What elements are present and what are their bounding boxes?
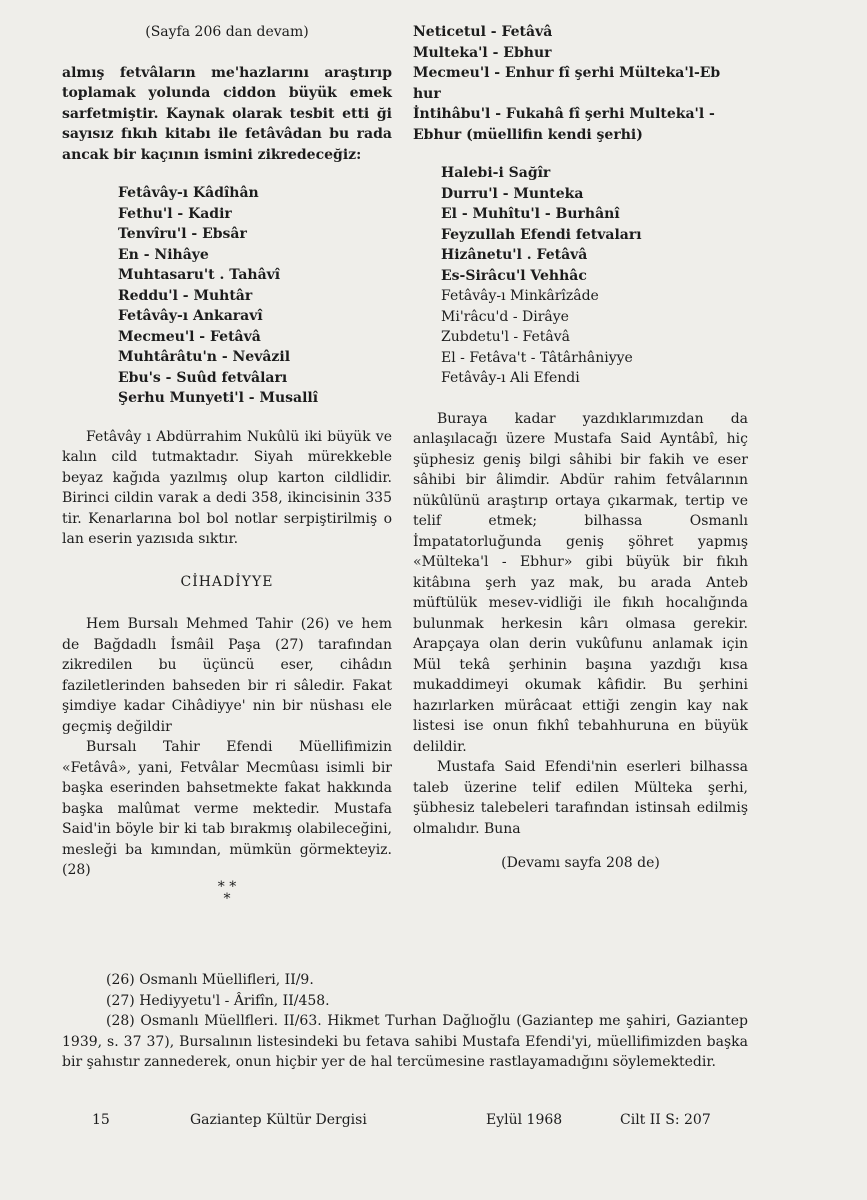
list-item: Multeka'l - Ebhur: [413, 44, 552, 61]
list-item: Fetâvây-ı Kâdîhân: [118, 185, 259, 201]
list-item: Mecmeu'l - Fetâvâ: [118, 328, 261, 345]
footnote: (27) Hediyyetu'l - Ârifîn, II/458.: [106, 992, 330, 1009]
list-item: El - Fetâva't - Tâtârhâniyye: [441, 349, 633, 366]
list-item: Hizânetu'l . Fetâvâ: [441, 247, 588, 263]
section-heading: CİHADİYYE: [180, 573, 274, 590]
list-item: Fetâvây-ı Ali Efendi: [441, 370, 580, 386]
list-item: Muhtârâtu'n - Nevâzil: [118, 349, 291, 365]
conclusion-paragraph-2: Mustafa Said Efendi'nin eserleri bilhassa taleb üzerine telif edilen Mülteka şerhi, şübhesiz talebeleri tarafından istinsah edilmiş olmalıdır. Buna: [413, 759, 748, 837]
description-paragraph: Fetâvây ı Abdürrahim Nukûlü iki büyük ve kalın cild tutmaktadır. Siyah mürekkeble beyaz kağıda yazılmış olup karton cildlidir. Birinci cildin varak a dedi 358, ikincisinin 335 tir. Kenarlarına bol bol notlar serpiştirilmiş o lan eserin yazısıda sıktır.: [62, 428, 392, 547]
conclusion-paragraph-1: Buraya kadar yazdıklarımızdan da anlaşılacağı üzere Mustafa Said Ayntâbî, hiç şüphesiz geniş bilgi sâhibi bir fakih ve eser sâhibi bir âlimdir. Abdür rahim fetvâlarının nükûlünü araştırıp ortaya çıkarmak, tertip ve telif etmek; bilhassa Osmanlı İmpatatorluğunda geniş şöhret yapmış «Mülteka'l - Ebhur» gibi büyük bir fıkıh kitâbına şerh yaz mak, bu arada Anteb müftülük mesev-vidliği ile fıkıh hocalığında bulunmak herkesin kârı olmasa gerekir. Arapçaya olan derin vukûfunu anlamak için Mül tekâ şerhinin başına yazdığı kısa mukaddimeyi okumak kâfidir. Bu şerhini hazırlarken mürâcaat ettiği zengin kay nak listesi ise onun fıkhî tebahhuruna en büyük delildir.: [413, 410, 748, 755]
left-column: [62, 22, 392, 905]
list-item: Muhtasaru't . Tahâvî: [118, 267, 281, 283]
right-column: [413, 22, 748, 874]
books-list-1: [62, 183, 392, 409]
volume-page: Cilt II S: 207: [620, 1112, 711, 1128]
list-item: Mi'râcu'd - Dirâye: [441, 308, 569, 325]
cihadiyye-paragraph-1: Hem Bursalı Mehmed Tahir (26) ve hem de Bağdadlı İsmâil Paşa (27) tarafından zikredilen bu üçüncü eser, cihâdın faziletlerinden bahseden bir ri sâledir. Fakat şimdiye kadar Cihâdiyye' nin bir nüshası ele geçmiş değildir: [62, 616, 392, 735]
list-item: Fethu'l - Kadir: [118, 205, 232, 222]
intro-paragraph: almış fetvâların me'hazlarını araştırıp toplamak yolunda ciddon büyük emek sarfetmiştir. Kaynak olarak tesbit etti ği sayısız fıkıh kitabı ile fetâvâdan bu rada ancak bir kaçının ismini zikredeceğiz:: [62, 64, 392, 163]
continued-to-note: (Devamı sayfa 208 de): [501, 855, 660, 871]
list-item: Es-Sirâcu'l Vehhâc: [441, 267, 587, 284]
books-list-3: [413, 163, 748, 389]
list-item: Fetâvây-ı Ankaravî: [118, 308, 263, 324]
list-item: Tenvîru'l - Ebsâr: [118, 226, 247, 242]
list-item: El - Muhîtu'l - Burhânî: [441, 206, 620, 222]
list-item: Zubdetu'l - Fetâvâ: [441, 329, 571, 345]
footnotes: [62, 970, 748, 1073]
list-item: İntihâbu'l - Fukahâ fî şerhi Multeka'l - Ebhur (müellifin kendi şerhi): [413, 106, 715, 143]
list-item: Durru'l - Munteka: [441, 185, 584, 202]
footnote: (28) Osmanlı Müellfleri. II/63. Hikmet Turhan Dağlıoğlu (Gaziantep me şahiri, Gaziantep 1939, s. 37 37), Bursalının listesindeki bu fetava sahibi Mustafa Efendi'yi, müellifimizden başka bir şahıstır zannederek, onun hiçbir yer de hal tercümesine rastlayamadığını söylemektedir.: [62, 1013, 748, 1070]
list-item: Fetâvây-ı Minkârîzâde: [441, 288, 599, 304]
list-item: Mecmeu'l - Enhur fî şerhi Mülteka'l-Eb hur: [413, 65, 721, 102]
list-item: Neticetul - Fetâvâ: [413, 24, 553, 40]
list-item: Ebu's - Suûd fetvâları: [118, 369, 288, 386]
list-item: Reddu'l - Muhtâr: [118, 287, 253, 304]
issue-date: Eylül 1968: [486, 1112, 563, 1128]
continued-from-note: (Sayfa 206 dan devam): [145, 24, 309, 40]
list-item: En - Nihâye: [118, 246, 209, 263]
page-number: 15: [92, 1112, 110, 1128]
footnote: (26) Osmanlı Müellifleri, II/9.: [106, 972, 314, 988]
journal-title: Gaziantep Kültür Dergisi: [190, 1112, 367, 1128]
list-item: Feyzullah Efendi fetvaları: [441, 226, 642, 243]
books-list-2: [413, 22, 748, 145]
section-divider-stars: * * *: [217, 878, 237, 907]
cihadiyye-paragraph-2: Bursalı Tahir Efendi Müellifimizin «Fetâvâ», yani, Fetvâlar Mecmûası isimli bir başka eserinden bahsetmekte fakat hakkında başka malûmat verme mektedir. Mustafa Said'in böyle bir ki tab bırakmış olabileceğini, mesleği ba kımından, mümkün görmekteyiz. (28): [62, 739, 392, 878]
list-item: Şerhu Munyeti'l - Musallî: [118, 390, 319, 406]
list-item: Halebi-i Sağîr: [441, 165, 551, 181]
